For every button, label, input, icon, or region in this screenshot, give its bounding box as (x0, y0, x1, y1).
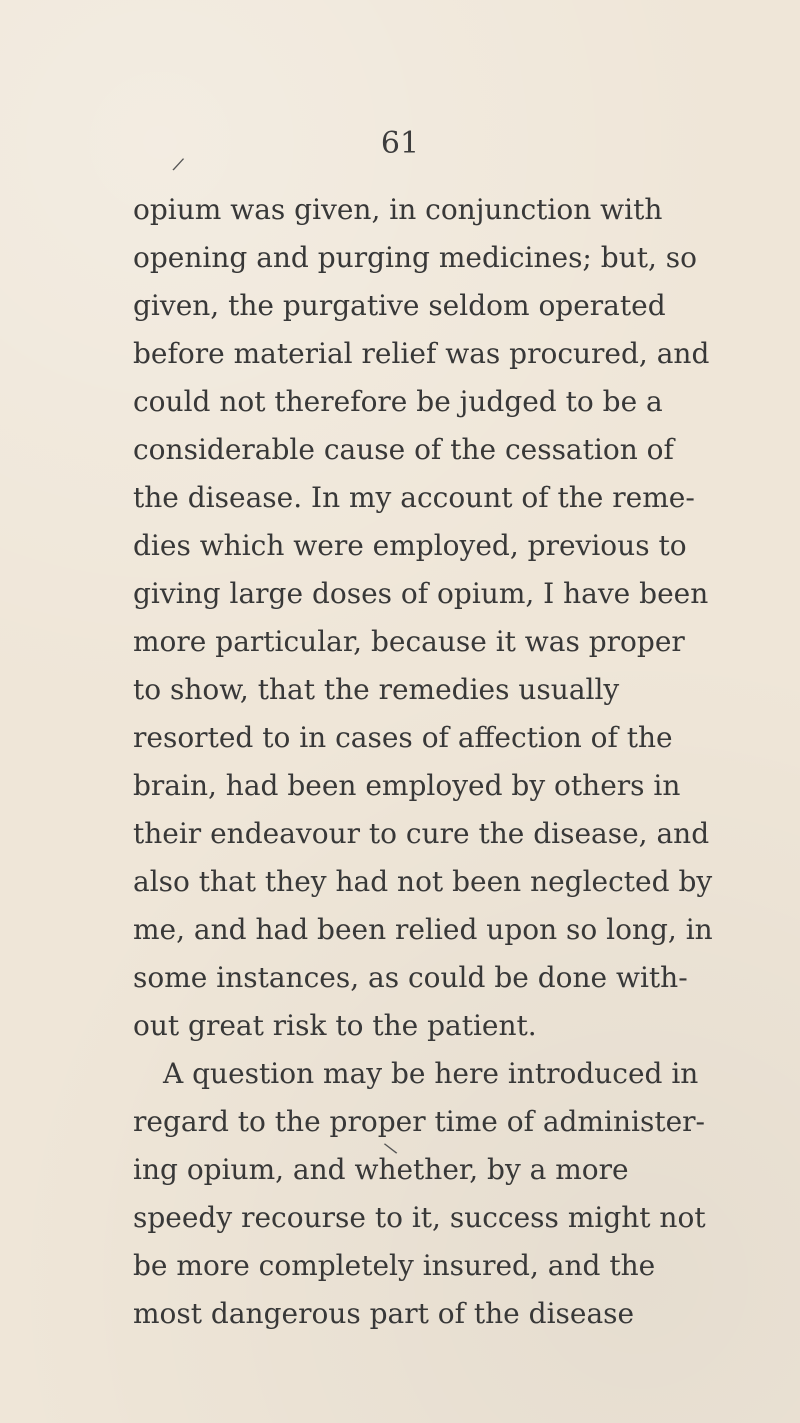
text-line: some instances, as could be done with- (133, 961, 688, 994)
text-line: opening and purging medicines; but, so (133, 241, 698, 274)
text-line: speedy recourse to it, success might not (133, 1201, 706, 1234)
text-line: be more completely insured, and the (133, 1249, 656, 1282)
text-line: most dangerous part of the disease (133, 1297, 635, 1330)
text-line: me, and had been relied upon so long, in (133, 913, 713, 946)
text-line: before material relief was procured, and (133, 337, 710, 370)
text-line: out great risk to the patient. (133, 1009, 537, 1042)
text-line: considerable cause of the cessation of (133, 433, 674, 466)
text-line: A question may be here introduced in (163, 1057, 699, 1090)
text-line: giving large doses of opium, I have been (133, 577, 709, 610)
ink-mark: / (171, 153, 186, 176)
text-line: to show, that the remedies usually (133, 673, 620, 706)
text-line: dies which were employed, previous to (133, 529, 687, 562)
text-line: their endeavour to cure the disease, and (133, 817, 710, 850)
text-line: resorted to in cases of affection of the (133, 721, 673, 754)
text-line: opium was given, in conjunction with (133, 193, 663, 226)
text-line: regard to the proper time of administer- (133, 1105, 705, 1138)
text-line: the disease. In my account of the reme- (133, 481, 695, 514)
ink-mark: \ (382, 1138, 400, 1159)
text-line: could not therefore be judged to be a (133, 385, 663, 418)
text-line: given, the purgative seldom operated (133, 289, 666, 322)
text-line: ing opium, and whether, by a more (133, 1153, 629, 1186)
text-line: brain, had been employed by others in (133, 769, 681, 802)
text-line: also that they had not been neglected by (133, 865, 713, 898)
text-line: more particular, because it was proper (133, 625, 685, 658)
page-number: 61 (380, 126, 420, 161)
